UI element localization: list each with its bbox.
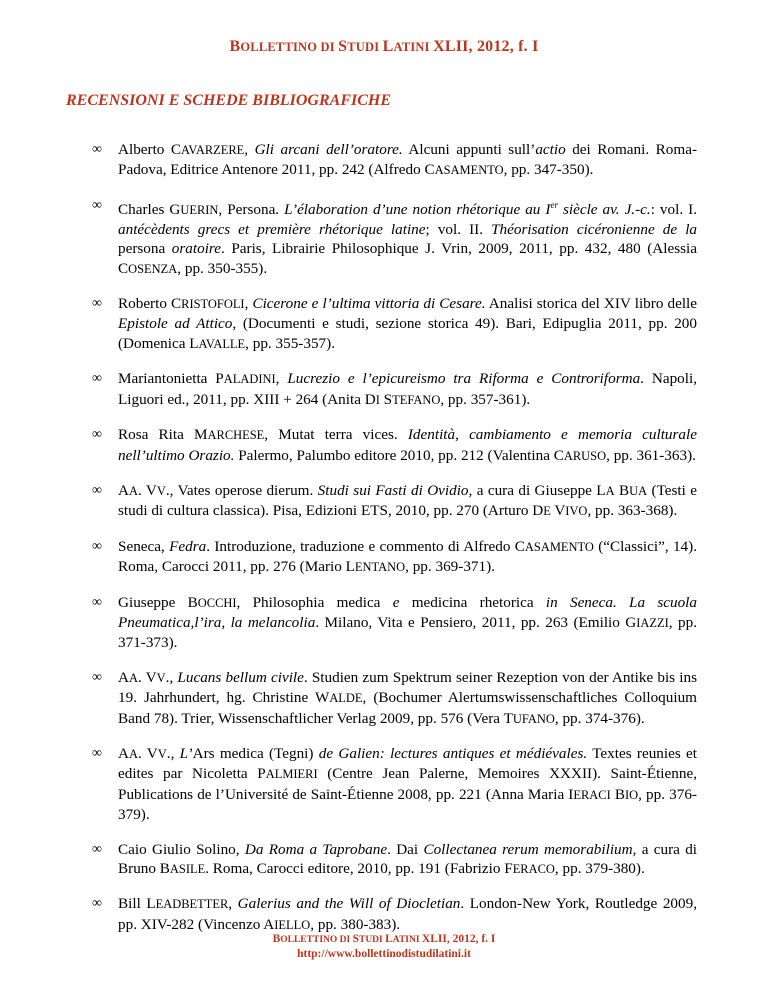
entry-text: , xyxy=(244,295,253,313)
entry-text: Lucans bellum civile xyxy=(177,669,304,687)
entry-text: IELLO xyxy=(274,917,311,932)
list-item xyxy=(92,140,697,180)
entry-text: , xyxy=(244,141,255,158)
entry-text: , Mutat terra vices. xyxy=(264,426,408,444)
entry-text: OCCHI xyxy=(197,596,237,611)
entry-text: EADBETTER xyxy=(155,897,229,912)
entry-text: , pp. 369-371). xyxy=(405,558,495,576)
entry-text: . Dai xyxy=(387,840,424,858)
entry-text: TEFANO xyxy=(392,392,441,407)
entry-text: V xyxy=(157,747,167,762)
infinity-bullet-icon: ∞ xyxy=(92,746,102,762)
entry-text: . Introduzione, traduzione e commento di Alfredo C xyxy=(206,538,525,556)
entry-text: dei Romani. Roma-Padova, Editrice Antenore 2011, pp. 242 (Alfredo C xyxy=(118,141,698,179)
infinity-bullet-icon: ∞ xyxy=(92,670,102,686)
entry-text: E xyxy=(543,504,551,519)
entry-text: oratoire xyxy=(171,240,221,258)
entry-text: Mariantonietta P xyxy=(118,370,224,388)
entry-text: , pp. 376-379). xyxy=(118,785,697,823)
entry-text: , pp. 363-368). xyxy=(587,502,678,520)
section-title: RECENSIONI E SCHEDE BIBLIOGRAFICHE xyxy=(66,92,391,109)
entry-text: I xyxy=(375,392,380,407)
entry-text: Textes reunies et edites par Nicoletta P xyxy=(118,745,698,783)
entry-text: ., Vates operose dierum. xyxy=(165,482,318,500)
header-text: XLII, 2012, f. I xyxy=(433,38,539,55)
entry-text: UFANO xyxy=(512,711,555,726)
header-text: TUDI xyxy=(347,40,383,54)
entry-text: persona xyxy=(118,240,172,258)
entry-text: Théorisation cicéronienne de la xyxy=(491,221,698,239)
entry-text: . V xyxy=(137,669,157,687)
entry-text: Studi sui Fasti di Ovidio, xyxy=(317,482,473,500)
entry-text: , pp. 355-357). xyxy=(245,334,335,352)
entry-text: . Roma, Carocci editore, 2010, pp. 191 (Fabrizio F xyxy=(205,859,513,877)
entry-text: Seneca, xyxy=(118,538,170,556)
entry-text: A xyxy=(128,747,138,762)
entry-text: Palermo, Palumbo editore 2010, pp. 212 (Valentina C xyxy=(234,446,564,464)
entry-text: ; vol. II. xyxy=(425,221,492,239)
entry-text: Rosa Rita M xyxy=(118,426,208,444)
journal-title-text: XLII, 2012, f. I xyxy=(421,933,496,945)
journal-title-text: B xyxy=(272,933,281,945)
entry-text: Identità, cambiamento e memoria culturale nell’ultimo Orazio. xyxy=(118,426,697,464)
list-item xyxy=(92,744,697,824)
entry-text: , (Bochumer Alertumswissenschaftliches Colloquium Band 78). Trier, Wissenschaftlicher Verlag 2009, pp. 576 (Vera T xyxy=(118,689,697,727)
entry-text: siècle av. J.-c. xyxy=(557,200,651,218)
entry-text: V xyxy=(156,671,166,686)
entry-text: B xyxy=(614,482,630,500)
infinity-bullet-icon: ∞ xyxy=(92,483,102,499)
entry-text: Collectanea rerum memorabilium xyxy=(423,840,633,858)
entry-text: , pp. 347-350). xyxy=(503,161,594,179)
entry-text: er xyxy=(550,199,558,210)
entry-text: UERIN xyxy=(180,202,219,217)
entry-text: A xyxy=(128,484,138,499)
entry-text: e xyxy=(392,594,400,612)
entry-text: ., xyxy=(166,745,180,763)
infinity-bullet-icon: ∞ xyxy=(92,595,102,611)
list-item xyxy=(92,894,697,934)
entry-text: A xyxy=(118,669,129,687)
entry-text: OSENZA xyxy=(128,261,178,276)
entry-text: V xyxy=(550,502,566,520)
entry-text: RISTOFOLI xyxy=(181,297,245,312)
entry-text: , xyxy=(275,370,288,388)
entry-text: , xyxy=(228,895,238,913)
entry-text: , pp. 379-380). xyxy=(554,859,645,877)
entry-text: ERACO xyxy=(512,861,555,876)
header-text: S xyxy=(338,38,348,55)
entry-text: Analisi storica del XIV libro delle xyxy=(485,295,697,313)
entry-text: , pp. 374-376). xyxy=(554,709,645,727)
entry-text: a cura di Giuseppe L xyxy=(472,482,606,500)
header-text: L xyxy=(382,38,394,55)
infinity-bullet-icon: ∞ xyxy=(92,197,102,213)
infinity-bullet-icon: ∞ xyxy=(92,896,102,912)
entry-text: L’ xyxy=(179,745,193,763)
entry-text: A xyxy=(118,482,129,500)
entry-text: . Studien zum Spektrum seiner Rezeption von der Antike bis ins 19. Jahrhundert, hg. Christine W xyxy=(118,669,697,707)
entry-text: , pp. 380-383). xyxy=(310,915,401,933)
entry-text: Lucrezio e l’epicureismo tra Riforma e Controriforma xyxy=(287,370,641,388)
entry-text: B xyxy=(610,785,625,803)
entry-text: UA xyxy=(629,484,648,499)
list-item xyxy=(92,294,697,354)
entry-text: Bill L xyxy=(118,895,156,913)
entry-text: IVO xyxy=(565,504,588,519)
entry-text: ASILE xyxy=(169,861,206,876)
entry-text: V xyxy=(156,484,166,499)
entry-text: Alcuni appunti sull’ xyxy=(402,141,536,158)
entry-text: ENTANO xyxy=(354,560,406,575)
entry-text: A xyxy=(128,671,138,686)
list-item xyxy=(92,668,697,729)
infinity-bullet-icon: ∞ xyxy=(92,427,102,443)
footer-url-link[interactable]: http://www.bollettinodistudilatini.it xyxy=(297,948,471,960)
entry-text: ARCHESE xyxy=(207,428,265,443)
list-item xyxy=(92,425,697,465)
entry-text: , (Documenti e studi, sezione storica 49). Bari, Edipuglia 2011, pp. 200 (Domenica L xyxy=(118,315,697,352)
entry-text: , pp. 361-363). xyxy=(606,446,696,464)
journal-title-text: ATINI xyxy=(392,935,422,945)
entry-text: , pp. 371-373). xyxy=(118,614,697,652)
list-item xyxy=(92,593,697,653)
list-item xyxy=(92,369,697,409)
entry-text: de Galien: lectures antiques et médiévales. xyxy=(318,745,588,763)
entry-text: . Milano, Vita e Pensiero, 2011, pp. 263 (Emilio G xyxy=(315,614,637,632)
page-footer xyxy=(0,932,768,961)
header-text: B xyxy=(229,38,241,55)
entry-text: . V xyxy=(137,482,157,500)
entry-text: : vol. I. xyxy=(650,200,697,218)
entry-text: Fedra xyxy=(169,538,207,556)
entry-text: L’élaboration d’une notion rhétorique au I xyxy=(284,200,551,218)
entry-text: Galerius and the Will of Diocletian xyxy=(237,895,461,913)
entry-text: ARUSO xyxy=(563,448,607,463)
entry-text: , Persona. xyxy=(218,200,285,218)
entry-text: ALDE xyxy=(329,691,363,706)
entry-text: , pp. 357-361). xyxy=(440,390,531,408)
entry-text: IAZZI xyxy=(636,616,669,631)
infinity-bullet-icon: ∞ xyxy=(92,142,102,157)
entry-text: . Napoli, Liguori ed., 2011, pp. XIII + 264 (Anita D xyxy=(118,370,698,408)
entry-text: Cicerone e l’ultima vittoria di Cesare. xyxy=(252,295,486,313)
review-list xyxy=(92,140,697,950)
entry-text: , pp. 350-355). xyxy=(177,259,268,277)
running-header xyxy=(0,38,768,56)
journal-title-text: OLLETTINO DI xyxy=(280,935,353,945)
header-text: ATINI xyxy=(393,40,434,54)
infinity-bullet-icon: ∞ xyxy=(92,539,102,555)
entry-text: actio xyxy=(535,141,566,158)
journal-title-text: TUDI xyxy=(358,935,386,945)
infinity-bullet-icon: ∞ xyxy=(92,296,102,312)
entry-text: , a cura di Bruno B xyxy=(118,840,698,877)
entry-text: AVALLE xyxy=(198,336,246,351)
list-item xyxy=(92,196,697,279)
entry-text: antécèdents grecs et première rhétorique latine xyxy=(118,221,426,239)
entry-text: ALADINI xyxy=(223,372,276,387)
entry-text: . V xyxy=(137,745,158,763)
entry-text: , Philosophia medica xyxy=(236,594,393,612)
entry-text: AVARZERE xyxy=(181,143,245,157)
entry-text: IO xyxy=(624,787,639,802)
entry-text: Caio Giulio Solino, xyxy=(118,840,245,858)
entry-text: medicina rhetorica xyxy=(399,594,546,612)
list-item xyxy=(92,840,697,879)
entry-text: Da Roma a Taprobane xyxy=(244,840,388,858)
entry-text: in Seneca. La scuola Pneumatica,l’ira, la melancolia xyxy=(118,594,697,632)
entry-text: ERACI xyxy=(573,787,611,802)
entry-text: (Testi e studi di cultura classica). Pisa, Edizioni ETS, 2010, pp. 270 (Arturo D xyxy=(118,482,698,520)
entry-text: ALMIERI xyxy=(265,767,318,782)
journal-title-text: L xyxy=(385,933,393,945)
list-item xyxy=(92,481,697,521)
entry-text: Roberto C xyxy=(118,295,182,313)
entry-text: Alberto C xyxy=(118,141,182,158)
entry-text xyxy=(550,200,558,210)
header-text: OLLETTINO DI xyxy=(240,40,339,54)
entry-text: . Paris, Librairie Philosophique J. Vrin, 2009, 2011, pp. 432, 480 (Alessia C xyxy=(118,240,697,277)
entry-text: ., xyxy=(165,669,178,687)
entry-text: Charles G xyxy=(118,200,181,218)
entry-text: A xyxy=(118,745,129,763)
entry-text: (Centre Jean Palerne, Memoires XXXII). Saint-Étienne, Publications de l’Université de Saint-Étienne 2008, pp. 221 (Anna Maria I xyxy=(118,765,697,803)
list-item xyxy=(92,537,697,577)
entry-text: ASAMENTO xyxy=(524,540,594,555)
infinity-bullet-icon: ∞ xyxy=(92,371,102,387)
entry-text: S xyxy=(379,390,393,408)
entry-text: Gli arcani dell’oratore. xyxy=(254,141,403,158)
entry-text: A xyxy=(605,484,615,499)
entry-text: ASAMENTO xyxy=(434,163,504,178)
entry-text: Epistole ad Attico xyxy=(118,315,233,333)
entry-text: (“Classici”, 14). Roma, Carocci 2011, pp. 276 (Mario L xyxy=(118,538,697,576)
entry-text: Giuseppe B xyxy=(118,594,198,612)
infinity-bullet-icon: ∞ xyxy=(92,841,102,857)
entry-text: Ars medica (Tegni) xyxy=(192,745,319,763)
entry-text: . London-New York, Routledge 2009, pp. XIV-282 (Vincenzo A xyxy=(118,895,697,933)
journal-title-text: S xyxy=(352,933,359,945)
footer-journal-title xyxy=(0,932,768,947)
